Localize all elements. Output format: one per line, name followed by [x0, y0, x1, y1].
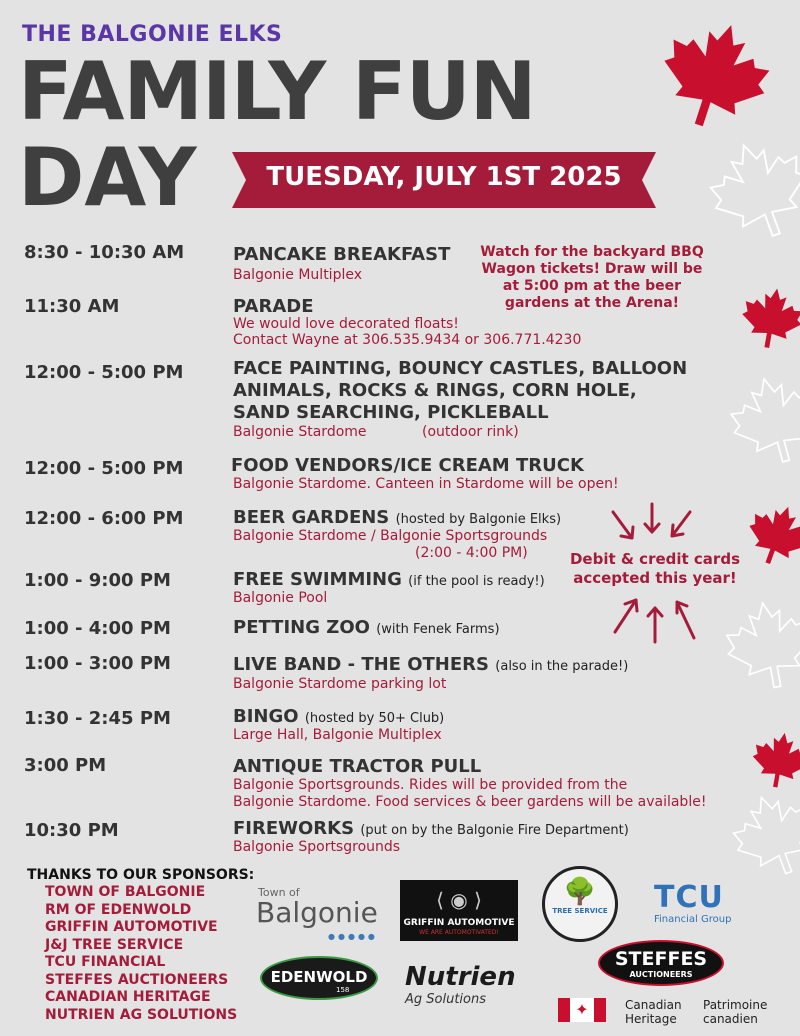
logo-text: TREE SERVICE [552, 907, 608, 915]
event-title [233, 617, 500, 641]
event-title-text: FIREWORKS [233, 818, 355, 839]
event-time: 11:30 AM [24, 296, 120, 317]
event-note: (with Fenek Farms) [376, 622, 500, 637]
event-time: 12:00 - 5:00 PM [24, 458, 184, 479]
logo-text: GRIFFIN AUTOMOTIVE [403, 918, 515, 928]
steffes-logo [598, 940, 724, 986]
logo-text: 158 [336, 986, 350, 994]
event-location: Balgonie Stardome. Canteen in Stardome will be open! [233, 476, 619, 492]
event-title [233, 654, 628, 678]
event-title-text: LIVE BAND - THE OTHERS [233, 654, 489, 675]
logo-text: STEFFES [614, 948, 708, 970]
griffin-automotive-logo [400, 880, 518, 941]
event-title: PANCAKE BREAKFAST [233, 244, 451, 265]
maple-leaf-outline-icon [723, 368, 800, 472]
event-title: ANTIQUE TRACTOR PULL [233, 756, 482, 777]
logo-text: Nutrien [405, 962, 516, 992]
wings-icon: ⟨ ◉ ⟩ [436, 888, 482, 912]
maple-leaf-outline-icon [721, 596, 800, 694]
tcu-logo [652, 880, 742, 928]
event-note: (hosted by Balgonie Elks) [395, 512, 562, 527]
title-line-2: DAY [18, 131, 197, 224]
maple-leaf-icon [737, 283, 800, 353]
event-location-extra: (outdoor rink) [422, 424, 519, 440]
maple-leaf-icon [748, 728, 800, 792]
event-title: ANIMALS, ROCKS & RINGS, CORN HOLE, [233, 380, 637, 401]
cards-note-line-2: accepted this year! [573, 569, 737, 587]
bbq-wagon-note: Watch for the backyard BBQ Wagon tickets! Draw will be at 5:00 pm at the beer gardens at the Arena! [480, 244, 704, 311]
event-title-text: BEER GARDENS [233, 507, 390, 528]
sponsor-item: RM OF EDENWOLD [45, 902, 192, 918]
sponsor-item: GRIFFIN AUTOMOTIVE [45, 919, 218, 935]
event-location: Balgonie Sportsgrounds. Rides will be provided from the [233, 777, 628, 793]
event-time: 8:30 - 10:30 AM [24, 242, 185, 263]
logo-text: Ag Solutions [405, 992, 487, 1007]
maple-leaf-icon [649, 9, 781, 141]
event-location-extra: (2:00 - 4:00 PM) [415, 545, 528, 561]
canadian-heritage-fr [703, 998, 767, 1026]
event-title-text: BINGO [233, 706, 299, 727]
event-location: Balgonie Stardome / Balgonie Sportsgrounds [233, 528, 548, 544]
event-location: Large Hall, Balgonie Multiplex [233, 727, 442, 743]
event-title-text: FREE SWIMMING [233, 569, 402, 590]
tree-icon: 🌳 [563, 877, 597, 907]
event-time: 10:30 PM [24, 820, 119, 841]
event-time: 1:30 - 2:45 PM [24, 708, 171, 729]
event-title: FACE PAINTING, BOUNCY CASTLES, BALLOON [233, 358, 688, 379]
event-location: Balgonie Stardome. Food services & beer gardens will be available! [233, 794, 707, 810]
rm-edenwold-logo [260, 956, 378, 1000]
logo-text: EDENWOLD [270, 968, 368, 986]
event-time: 1:00 - 3:00 PM [24, 653, 171, 674]
event-time: 1:00 - 4:00 PM [24, 618, 171, 639]
logo-text: Town of [258, 886, 300, 899]
event-time: 3:00 PM [24, 755, 107, 776]
event-note: (also in the parade!) [495, 659, 629, 674]
logo-text: AUCTIONEERS [629, 970, 693, 979]
town-of-balgonie-logo [256, 882, 386, 940]
nutrien-logo [405, 962, 525, 1010]
cards-note-line-1: Debit & credit cards [569, 550, 740, 568]
logo-text: canadien [703, 1012, 758, 1026]
logo-text: Financial Group [654, 914, 732, 925]
event-location: Balgonie Sportsgrounds [233, 839, 401, 855]
event-location: Contact Wayne at 306.535.9434 or 306.771.4230 [233, 332, 582, 348]
event-note: (if the pool is ready!) [408, 574, 545, 589]
maple-leaf-outline-icon [699, 129, 800, 251]
sponsor-item: NUTRIEN AG SOLUTIONS [45, 1007, 238, 1023]
event-location: We would love decorated floats! [233, 316, 459, 332]
event-date: TUESDAY, JULY 1ST 2025 [266, 162, 622, 192]
sponsor-item: TCU FINANCIAL [45, 954, 166, 970]
event-location: Balgonie Pool [233, 590, 328, 606]
event-location: Balgonie Stardome parking lot [233, 676, 447, 692]
title-line-1: FAMILY FUN [18, 45, 536, 138]
logo-dots: ●●●●● [328, 932, 378, 941]
event-note: (put on by the Balgonie Fire Department) [360, 823, 629, 838]
sponsor-item: TOWN OF BALGONIE [45, 884, 206, 900]
event-time: 12:00 - 6:00 PM [24, 508, 184, 529]
logo-text: Patrimoine [703, 998, 768, 1012]
event-time: 12:00 - 5:00 PM [24, 362, 184, 383]
jj-tree-service-logo [542, 866, 618, 942]
logo-text: Heritage [625, 1012, 677, 1026]
sponsors-heading: THANKS TO OUR SPONSORS: [27, 867, 255, 883]
logo-text: WE ARE AUTOMOTIVATED! [419, 929, 499, 936]
event-note: (hosted by 50+ Club) [304, 711, 445, 726]
event-title: PARADE [233, 296, 314, 317]
event-location: Balgonie Multiplex [233, 267, 363, 283]
organizer-name: THE BALGONIE ELKS [22, 22, 283, 47]
sponsor-item: STEFFES AUCTIONEERS [45, 972, 229, 988]
canada-flag-icon: ✦ [558, 998, 606, 1022]
event-location: Balgonie Stardome [233, 424, 367, 440]
maple-leaf-icon [740, 497, 800, 574]
event-title: SAND SEARCHING, PICKLEBALL [233, 402, 549, 423]
sponsor-item: CANADIAN HERITAGE [45, 989, 211, 1005]
event-title: FOOD VENDORS/ICE CREAM TRUCK [231, 455, 584, 476]
maple-leaf-outline-icon [724, 784, 800, 887]
event-title-text: PETTING ZOO [233, 617, 370, 638]
logo-text: Canadian [625, 998, 682, 1012]
sponsor-item: J&J TREE SERVICE [45, 937, 184, 953]
logo-text: TCU [654, 880, 724, 915]
canadian-heritage-en [625, 998, 682, 1026]
event-time: 1:00 - 9:00 PM [24, 570, 171, 591]
logo-text: Balgonie [256, 896, 378, 929]
